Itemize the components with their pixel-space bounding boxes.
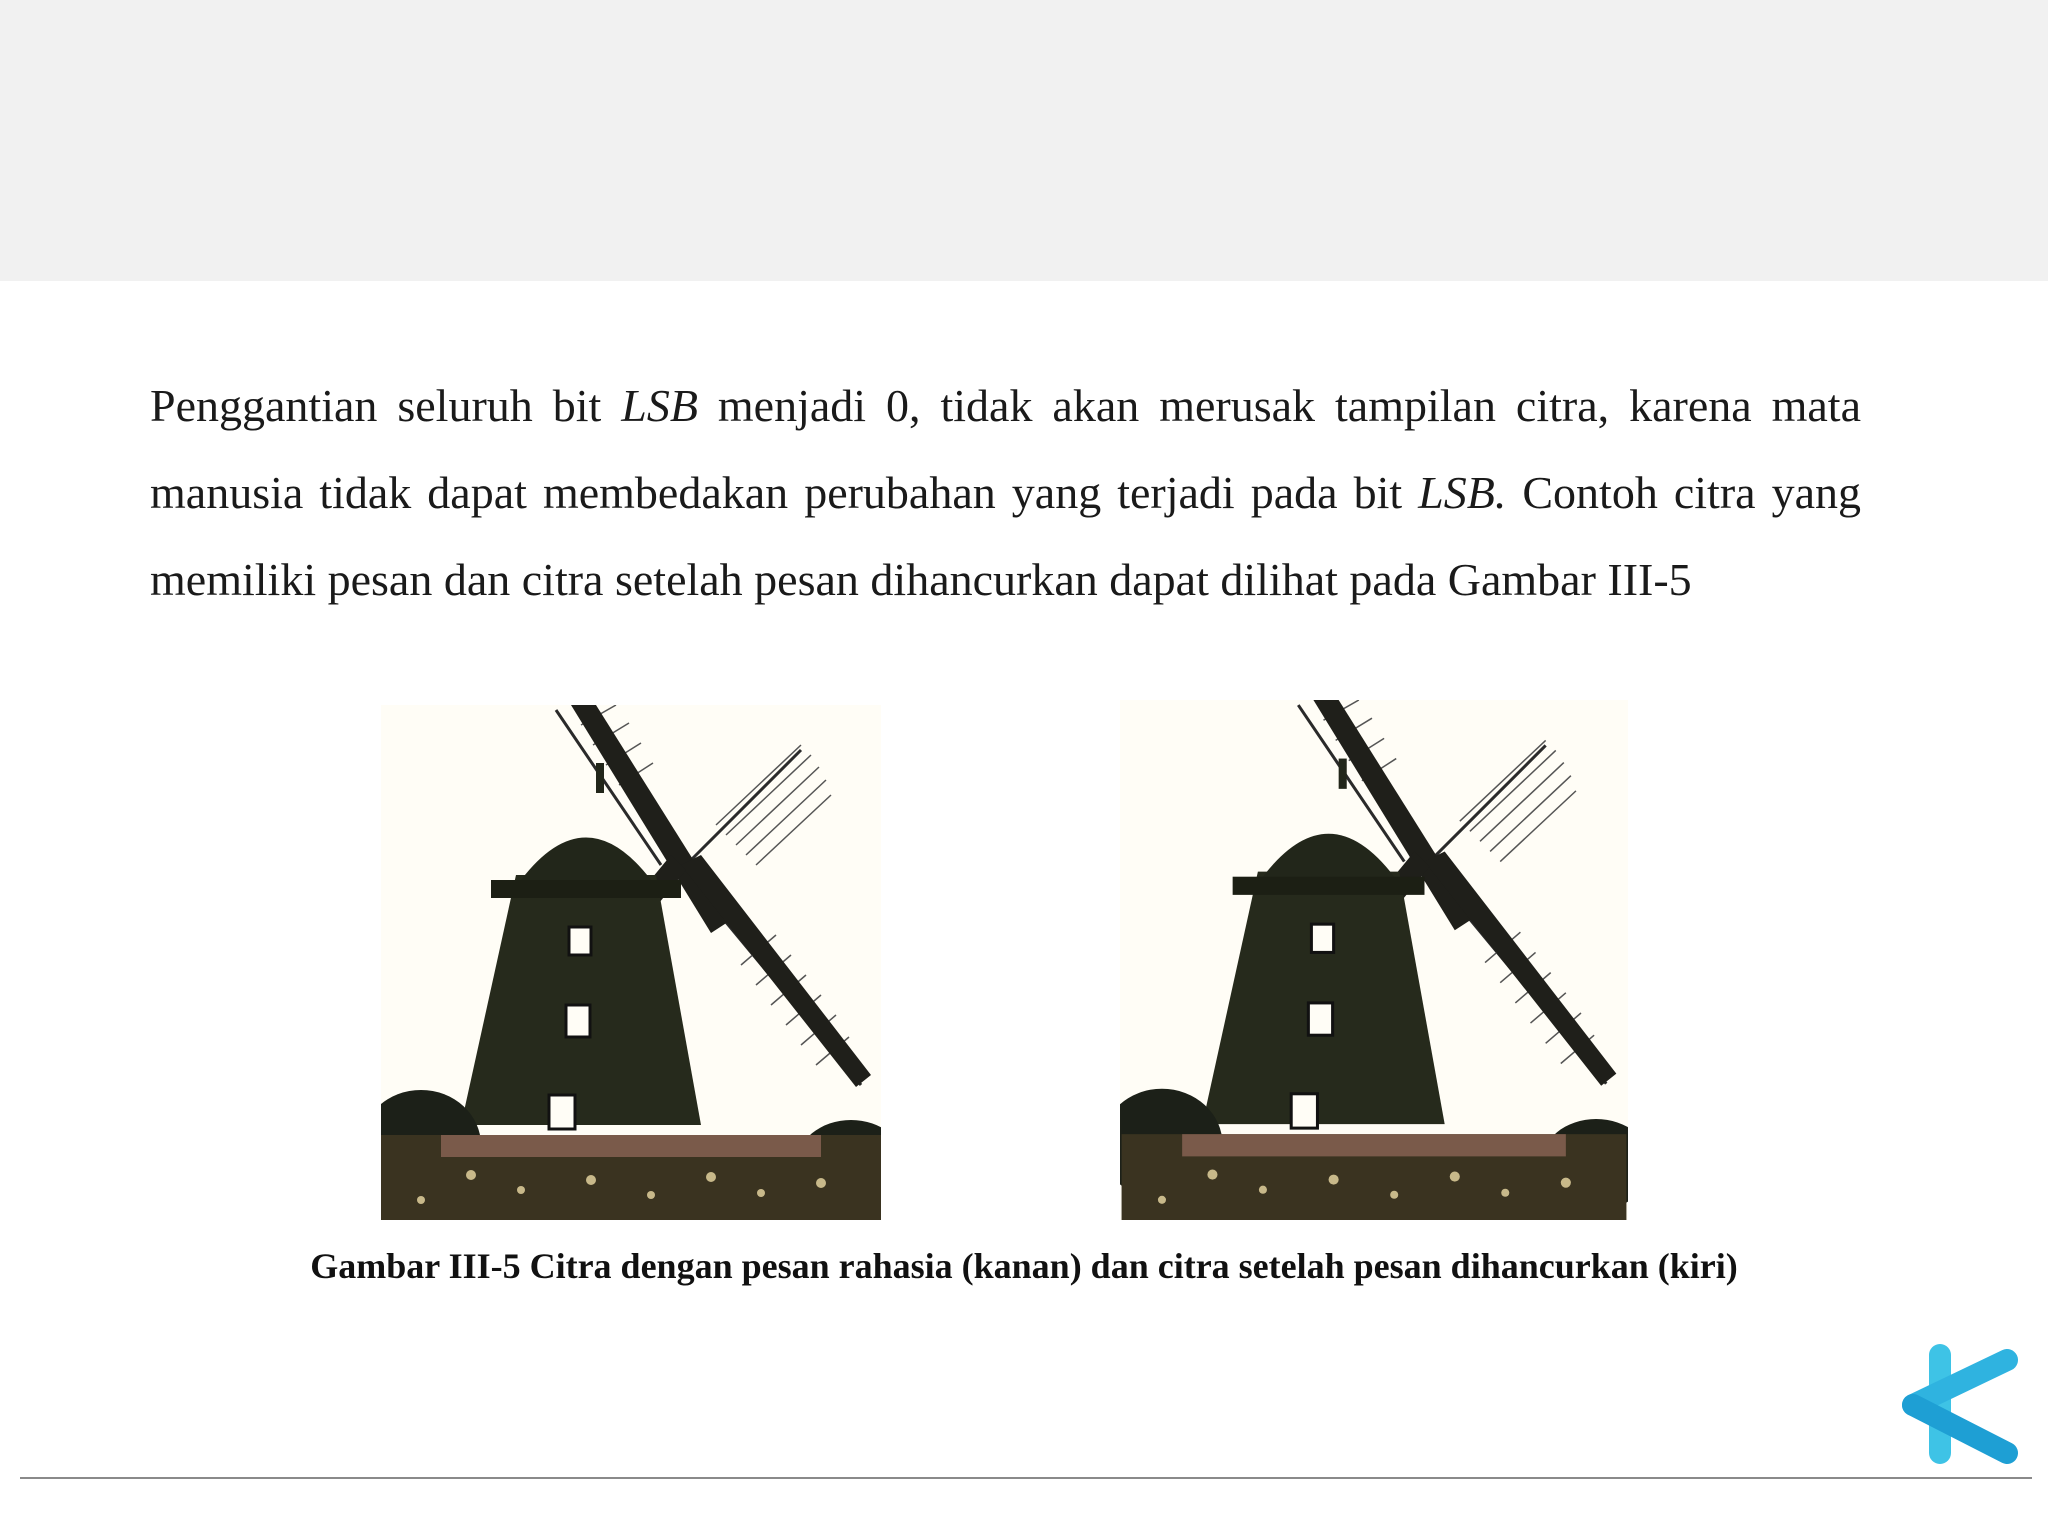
body-paragraph [150, 362, 1861, 623]
lsb-term: LSB [621, 380, 698, 431]
k-logo-icon [1895, 1335, 2025, 1470]
paragraph-text-2: menjadi 0, tidak akan merusak tampilan citra, karena mata manusia tidak dapat membedakan perubahan yang terjadi pada bit [150, 380, 1862, 518]
paragraph-text-1: Penggantian seluruh bit [150, 380, 622, 431]
windmill-image-left [381, 705, 881, 1220]
bottom-divider [20, 1477, 2032, 1479]
windmill-image-right [1120, 700, 1628, 1220]
windmill-icon [1120, 700, 1628, 1220]
paragraph-text-3: Contoh citra yang memiliki pesan dan citra setelah pesan dihancurkan dapat dilihat pada Gambar III-5 [150, 467, 1861, 605]
windmill-icon [381, 705, 881, 1220]
figure-caption: Gambar III-5 Citra dengan pesan rahasia (kanan) dan citra setelah pesan dihancurkan (kiri) [310, 1246, 1738, 1286]
slide-header-band [0, 0, 2048, 281]
lsb-term: LSB. [1418, 467, 1507, 518]
